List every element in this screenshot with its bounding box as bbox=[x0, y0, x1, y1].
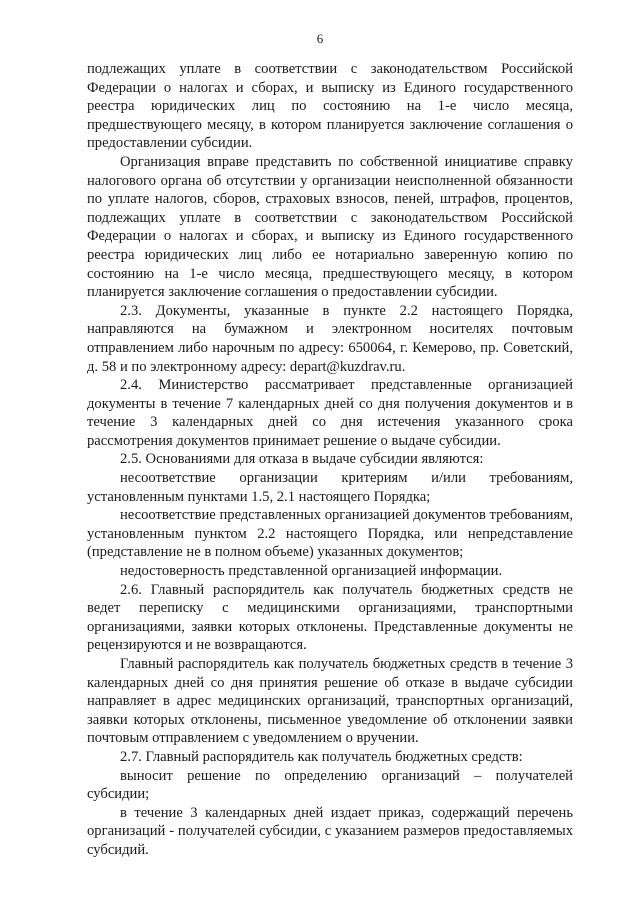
paragraph: 2.7. Главный распорядитель как получатель бюджетных средств: bbox=[120, 748, 523, 765]
paragraph: 2.4. Министерство рассматривает представленные организацией документы в течение 7 календарных дней со дня получения документов и в течение 3 календарных дней со дня истечения указанного срока рассмотрения документов принимает решение о выдаче субсидии. bbox=[87, 377, 573, 449]
paragraph: 2.3. Документы, указанные в пункте 2.2 настоящего Порядка, направляются на бумажном и электронном носителях почтовым отправлением либо нарочным по адресу: 650064, г. Кемерово, пр. Советский, д. 58 и по электронному адресу: depart@kuzdrav.ru. bbox=[87, 302, 573, 375]
paragraph: подлежащих уплате в соответствии с законодательством Российской Федерации о налогах и сборах, и выписку из Единого государственного реестра юридических лиц по состоянию на 1-е число месяца, предшествующего месяцу, в котором планируется заключение соглашения о предоставлении субсидии. bbox=[87, 61, 573, 152]
paragraph: несоответствие организации критериям и/или требованиям, установленным пунктами 1.5, 2.1 настоящего Порядка; bbox=[87, 470, 573, 505]
paragraph: выносит решение по определению организаций – получателей субсидии; bbox=[87, 767, 573, 803]
paragraph: в течение 3 календарных дней издает приказ, содержащий перечень организаций - получателей субсидии, с указанием размеров предоставляемых субсидий. bbox=[87, 804, 573, 858]
paragraph: Организация вправе представить по собственной инициативе справку налогового органа об отсутствии у организации неисполненной обязанности по уплате налогов, сборов, страховых взносов, пеней, штрафов, процентов, подлежащих уплате в соответствии с законодательством Российской Федерации о налогах и сборах, и выписку из Единого государственного реестра юридических лиц либо ее нотариально заверенную копию по состоянию на 1-е число месяца, предшествующего месяцу, в котором планируется заключение соглашения о предоставлении субсидии. bbox=[87, 153, 573, 301]
document-body bbox=[87, 60, 573, 860]
paragraph: несоответствие представленных организацией документов требованиям, установленным пунктом 2.2 настоящего Порядка, или непредставление (представление не в полном объеме) указанных документов; bbox=[87, 507, 573, 561]
paragraph: недостоверность представленной организацией информации. bbox=[120, 563, 503, 580]
paragraph: 2.5. Основаниями для отказа в выдаче субсидии являются: bbox=[120, 451, 484, 468]
paragraph: Главный распорядитель как получатель бюджетных средств в течение 3 календарных дней со дня принятия решение об отказе в выдаче субсидии направляет в адрес медицинских организаций, транспортных организаций, заявки которых отклонены, письменное уведомление об отклонении заявки почтовым отправлением с уведомлением о вручении. bbox=[87, 656, 573, 747]
page-number: 6 bbox=[316, 31, 324, 46]
paragraph: 2.6. Главный распорядитель как получатель бюджетных средств не ведет переписку с медицинскими организациями, транспортными организациями, заявки которых отклонены. Представленные документы не рецензируются и не возвращаются. bbox=[87, 581, 573, 654]
